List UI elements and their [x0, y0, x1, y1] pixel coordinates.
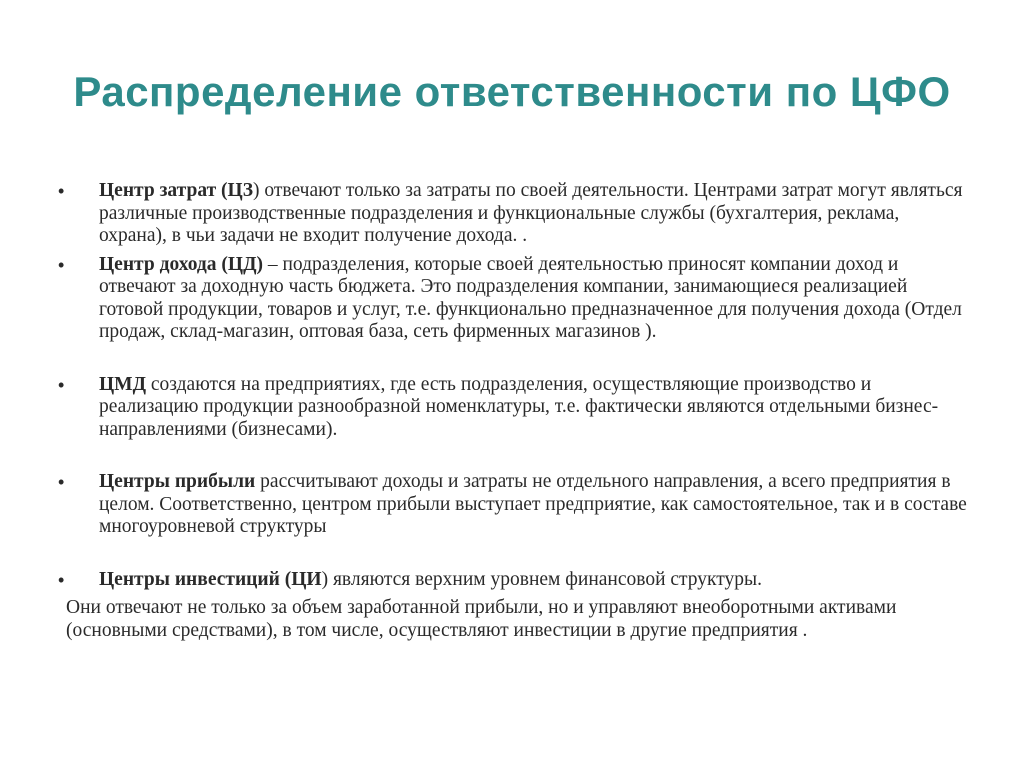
- bullet-term: Центр дохода (ЦД): [99, 253, 263, 275]
- bullet-icon: •: [58, 181, 65, 201]
- bullet-term: Центры прибыли: [99, 471, 256, 492]
- bullet-term: Центры инвестиций (ЦИ: [99, 568, 322, 590]
- bullet-icon: •: [58, 254, 65, 275]
- bullet-description: создаются на предприятиях, где есть подразделения, осуществляющие производство и реализацию продукции разнообразной номенклатуры, т.е. фактически являются отдельными бизнес-направлениями (бизнесами).: [99, 373, 939, 440]
- bullet-text: [99, 471, 968, 539]
- bullet-text: [99, 374, 968, 442]
- bullet-text: [99, 569, 968, 592]
- bullet-term: Центр затрат (ЦЗ: [99, 180, 253, 201]
- slide-body: [58, 180, 968, 642]
- slide-title: Распределение ответственности по ЦФО: [73, 68, 951, 115]
- bullet-icon: •: [58, 472, 65, 492]
- bullet-description: ) отвечают только за затраты по своей деятельности. Центрами затрат могут являться различные производственные подразделения и функциональные службы (бухгалтерия, реклама, охрана), в чьи задачи не входит получение дохода. .: [99, 180, 963, 246]
- spacer: [58, 344, 968, 374]
- bullet-item-investment-center: [58, 569, 968, 592]
- bullet-term: ЦМД: [99, 373, 146, 395]
- bullet-text: [99, 254, 968, 344]
- bullet-description: ) являются верхним уровнем финансовой структуры.: [321, 568, 763, 590]
- bullet-description: рассчитывают доходы и затраты не отдельного направления, а всего предприятия в целом. Соответственно, центром прибыли выступает предприятие, как самостоятельное, так и в составе многоуровневой структуры: [99, 471, 967, 537]
- bullet-item-cost-center: [58, 180, 968, 248]
- bullet-text: [99, 180, 968, 248]
- investment-center-continuation: Они отвечают не только за объем заработанной прибыли, но и управляют внеоборотными активами (основными средствами), в том числе, осуществляют инвестиции в другие предприятия .: [66, 597, 897, 641]
- spacer: [58, 539, 968, 569]
- bullet-icon: •: [58, 569, 65, 590]
- bullet-description: – подразделения, которые своей деятельностью приносят компании доход и отвечают за доходную часть бюджета. Это подразделения компании, занимающиеся реализацией готовой продукции, товаров и услуг, т.е. функционально предназначенное для получения дохода (Отдел продаж, склад-магазин, оптовая база, сеть фирменных магазинов ).: [99, 253, 962, 342]
- bullet-item-revenue-center: [58, 254, 968, 344]
- bullet-item-profit-center: [58, 471, 968, 539]
- spacer: [58, 441, 968, 471]
- bullet-item-marginal-income-center: [58, 374, 968, 442]
- bullet-icon: •: [58, 374, 65, 395]
